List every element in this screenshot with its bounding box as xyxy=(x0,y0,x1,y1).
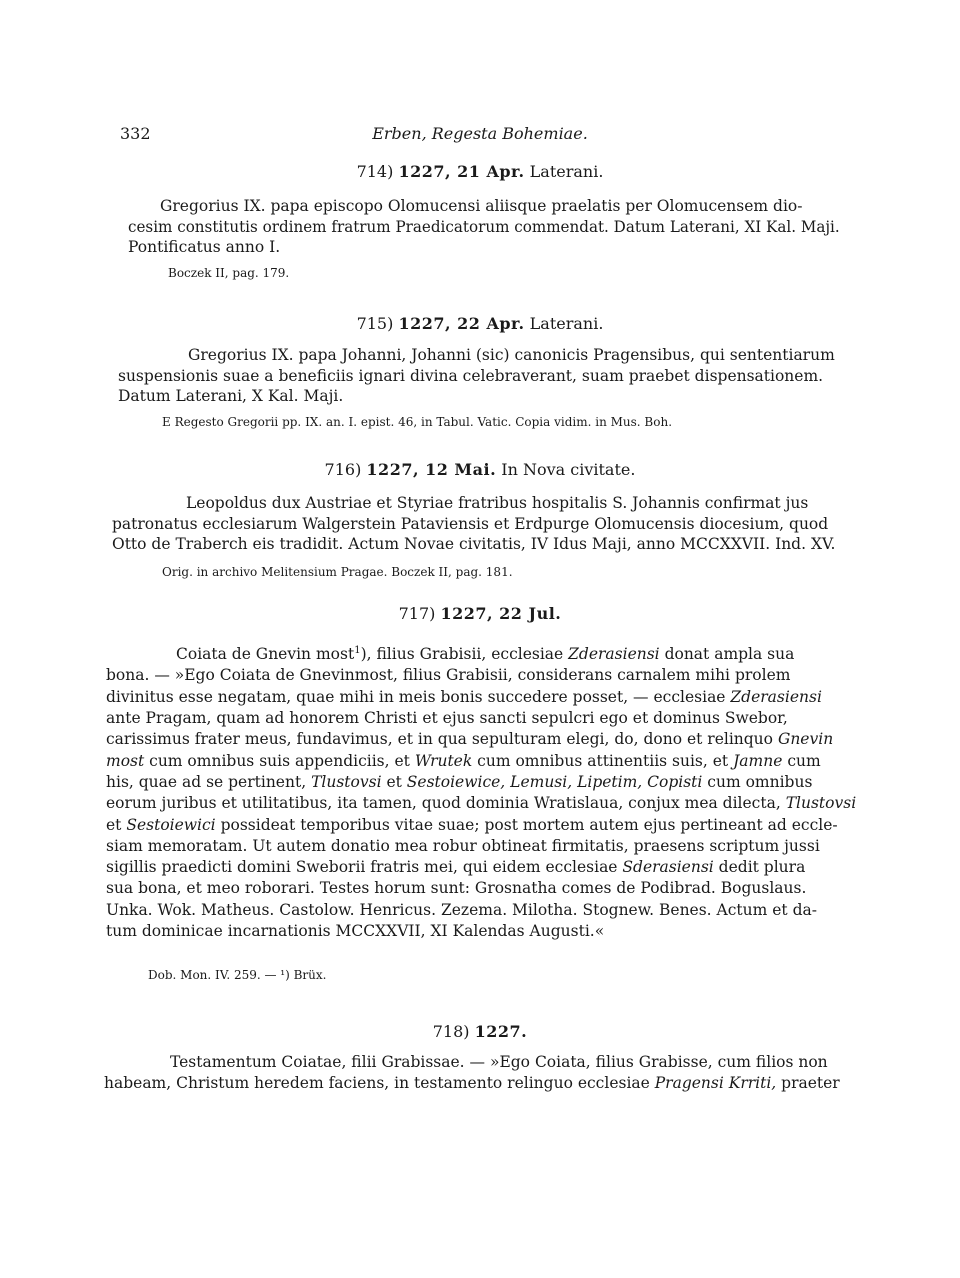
text-line xyxy=(106,640,856,665)
text-run: divinitus esse negatam, quae mihi in meis bonis succedere posset, — ecclesiae xyxy=(106,687,731,706)
page-number: 332 xyxy=(120,124,151,143)
text-run: possideat temporibus vitae suae; post mortem autem ejus pertineant ad eccle- xyxy=(215,815,838,834)
entry-heading-714 xyxy=(0,162,960,181)
entry-heading-715 xyxy=(0,314,960,333)
italic-term: Sderasiensi xyxy=(622,858,714,877)
entry-number: 717) xyxy=(398,604,436,623)
entry-number: 716) xyxy=(324,460,362,479)
text-run: cum omnibus attinentiis suis, et xyxy=(472,751,734,770)
entry-date: 1227. xyxy=(474,1022,528,1041)
text-run: praeter xyxy=(776,1073,840,1092)
text-run: dedit plura xyxy=(713,858,806,877)
entry-number: 718) xyxy=(432,1022,470,1041)
entry-date: 1227, 12 Mai. xyxy=(366,460,497,479)
text-run: ), filius Grabisii, ecclesiae xyxy=(360,645,569,664)
text-line: patronatus ecclesiarum Walgerstein Pataviensis et Erdpurge Olomucensis diocesium, quod xyxy=(112,514,829,533)
text-line: Gregorius IX. papa episcopo Olomucensi aliisque praelatis per Olomucensem dio- xyxy=(160,197,803,215)
entry-text-716 xyxy=(112,493,872,555)
text-run: cum omnibus suis appendiciis, et xyxy=(144,751,415,770)
text-line: tum dominicae incarnationis MCCXXVII, XI Kalendas Augusti.« xyxy=(106,922,605,941)
text-line: Datum Laterani, X Kal. Maji. xyxy=(118,387,344,405)
text-run: Coiata de Gnevin most xyxy=(176,645,355,664)
italic-term: Wrutek xyxy=(414,751,473,770)
text-line: Testamentum Coiatae, filii Grabissae. — »Ego Coiata, filius Grabisse, cum filios non xyxy=(170,1053,828,1071)
text-run: cum omnibus xyxy=(702,772,813,791)
entry-place: In Nova civitate. xyxy=(501,460,636,479)
text-line xyxy=(106,793,856,814)
entry-heading-718 xyxy=(0,1022,960,1041)
running-title: Erben, Regesta Bohemiae. xyxy=(372,124,588,143)
entry-text-717 xyxy=(106,640,856,942)
entry-source-714: Boczek II, pag. 179. xyxy=(168,266,290,280)
entry-date: 1227, 22 Apr. xyxy=(398,314,525,333)
italic-term: most xyxy=(106,751,145,770)
italic-term: Jamne xyxy=(733,751,783,770)
text-line: Leopoldus dux Austriae et Styriae fratribus hospitalis S. Johannis confirmat jus xyxy=(186,494,809,512)
text-run: sigillis praedicti domini Sweborii fratris mei, qui eidem ecclesiae xyxy=(106,858,623,877)
entry-text-715 xyxy=(118,345,866,407)
text-run: habeam, Christum heredem faciens, in testamento relinguo ecclesiae xyxy=(104,1073,655,1092)
italic-term: Gnevin xyxy=(777,730,834,749)
text-run: et xyxy=(106,815,127,834)
italic-term: Sestoiewice, Lemusi, Lipetim, Copisti xyxy=(406,772,703,791)
text-run: eorum juribus et utilitatibus, ita tamen, quod dominia Wratislaua, conjux mea dilecta, xyxy=(106,794,786,813)
text-line: Gregorius IX. papa Johanni, Johanni (sic) canonicis Pragensibus, qui sententiarum xyxy=(188,346,835,364)
italic-term: Tlustovsi xyxy=(785,794,857,813)
entry-source-717: Dob. Mon. IV. 259. — ¹) Brüx. xyxy=(148,968,327,982)
text-line xyxy=(106,772,856,793)
text-line xyxy=(106,815,856,836)
italic-term: Sestoiewici xyxy=(126,815,216,834)
text-line xyxy=(106,729,856,750)
text-line: Pontificatus anno I. xyxy=(128,238,281,256)
text-run: his, quae ad se pertinent, xyxy=(106,772,312,791)
entry-number: 714) xyxy=(356,162,394,181)
italic-term: Pragensi Krriti, xyxy=(654,1073,777,1092)
text-line: cesim constitutis ordinem fratrum Praedicatorum commendat. Datum Laterani, XI Kal. Maji. xyxy=(128,217,840,236)
text-line: bona. — »Ego Coiata de Gnevinmost, filius Grabisii, considerans carnalem mihi prolem xyxy=(106,666,791,685)
entry-heading-716 xyxy=(0,460,960,479)
text-run: donat ampla sua xyxy=(659,645,795,664)
italic-term: Zderasiensi xyxy=(568,645,660,664)
text-run: carissimus frater meus, fundavimus, et in qua sepulturam elegi, do, dono et relinquo xyxy=(106,730,778,749)
entry-text-714 xyxy=(128,196,840,258)
text-line xyxy=(106,857,856,878)
entry-heading-717 xyxy=(0,604,960,623)
text-run: et xyxy=(381,772,407,791)
entry-number: 715) xyxy=(356,314,394,333)
footnote-marker: 1 xyxy=(354,645,361,656)
text-line: ante Pragam, quam ad honorem Christi et ejus sancti sepulcri ego et dominus Swebor, xyxy=(106,709,788,728)
entry-date: 1227, 22 Jul. xyxy=(440,604,562,623)
text-line: Otto de Traberch eis tradidit. Actum Novae civitatis, IV Idus Maji, anno MCCXXVII. Ind. XV. xyxy=(112,535,836,553)
entry-source-715: E Regesto Gregorii pp. IX. an. I. epist. 46, in Tabul. Vatic. Copia vidim. in Mus. Boh. xyxy=(162,415,673,429)
entry-text-718 xyxy=(104,1052,854,1093)
entry-place: Laterani. xyxy=(529,162,604,181)
text-line: siam memoratam. Ut autem donatio mea robur obtineat firmitatis, praesens scriptum jussi xyxy=(106,836,820,855)
text-line: suspensionis suae a beneficiis ignari divina celebraverant, suam praebet dispensationem. xyxy=(118,366,824,385)
italic-term: Tlustovsi xyxy=(311,772,382,791)
entry-date: 1227, 21 Apr. xyxy=(398,162,525,181)
text-run: cum xyxy=(782,751,821,770)
entry-place: Laterani. xyxy=(529,314,604,333)
text-line xyxy=(106,751,856,772)
text-line: sua bona, et meo roborari. Testes horum sunt: Grosnatha comes de Podibrad. Boguslaus. xyxy=(106,879,807,898)
entry-source-716: Orig. in archivo Melitensium Pragae. Boczek II, pag. 181. xyxy=(162,565,513,579)
italic-term: Zderasiensi xyxy=(730,687,822,706)
text-line xyxy=(104,1073,854,1094)
text-line xyxy=(106,687,856,708)
text-line: Unka. Wok. Matheus. Castolow. Henricus. Zezema. Milotha. Stognew. Benes. Actum et da- xyxy=(106,900,817,919)
